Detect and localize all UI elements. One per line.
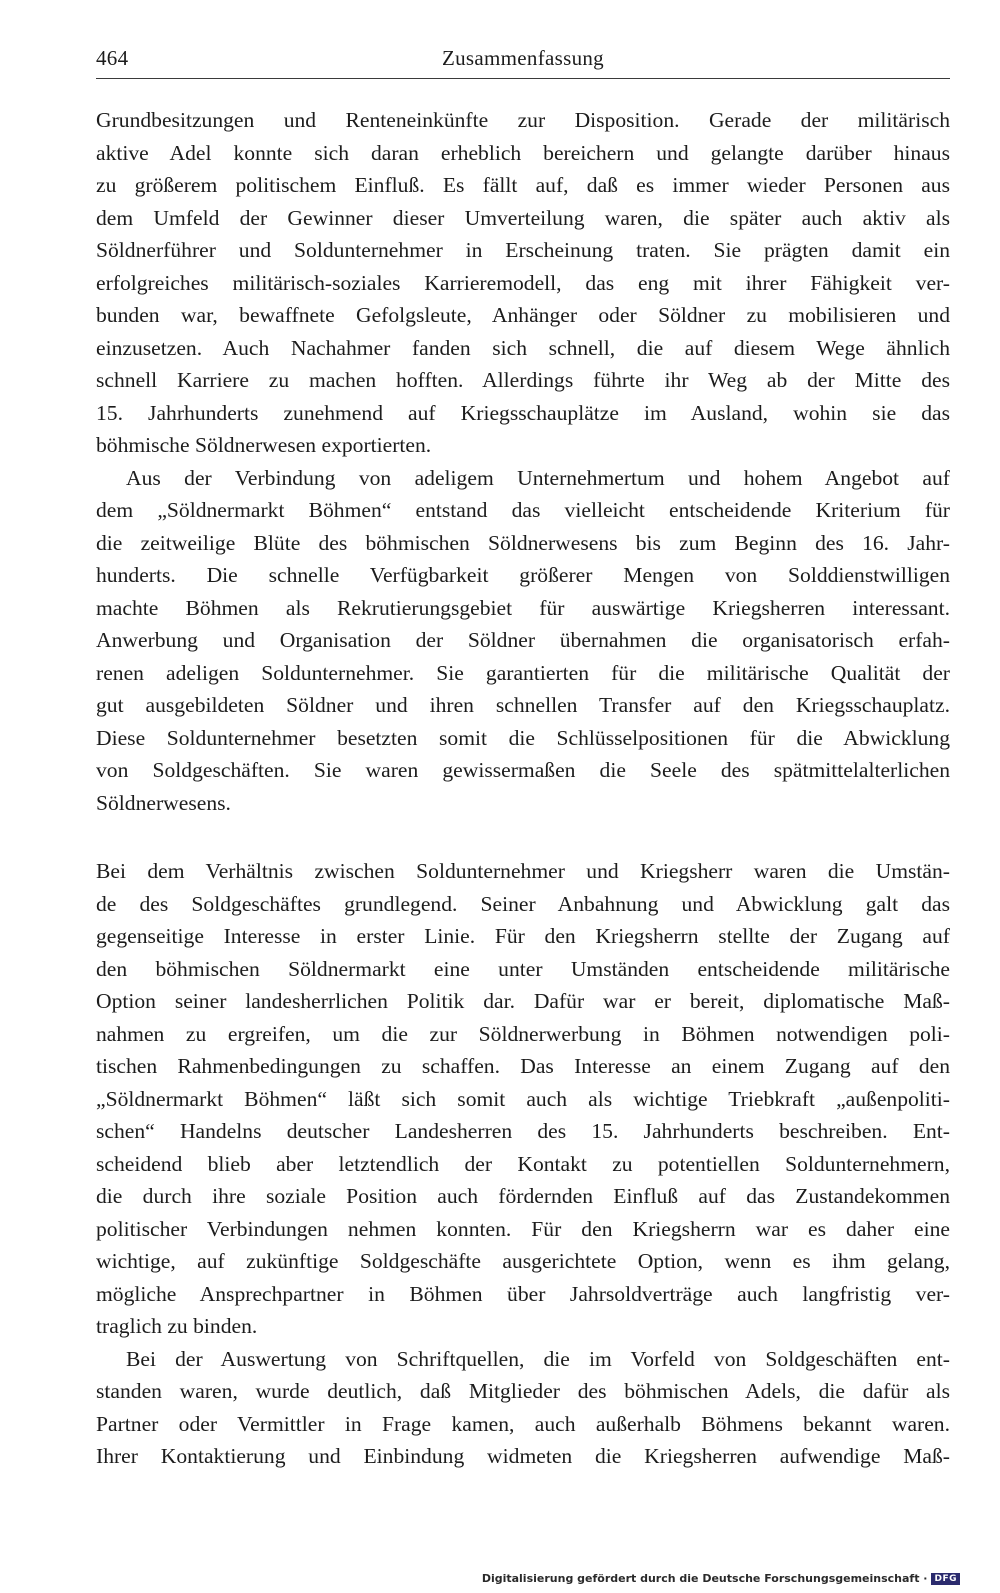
paragraph-3 (96, 855, 950, 1343)
text-line: erfolgreiches militärisch-soziales Karrieremodell, das eng mit ihrer Fähigkeit ver- (96, 270, 950, 295)
text-line: Bei dem Verhältnis zwischen Soldunternehmer und Kriegsherr waren die Umstän- (96, 859, 950, 883)
text-line: dem „Söldnermarkt Böhmen“ entstand das vielleicht entscheidende Kriterium für (96, 498, 950, 522)
text-line: einzusetzen. Auch Nachahmer fanden sich schnell, die auf diesem Wege ähnlich (96, 335, 950, 360)
text-line: scheidend blieb aber letztendlich der Kontakt zu potentiellen Soldunternehmern, (96, 1151, 950, 1176)
text-line: nahmen zu ergreifen, um die zur Söldnerwerbung in Böhmen notwendigen poli- (96, 1021, 950, 1046)
text-line: wichtige, auf zukünftige Soldgeschäfte ausgerichtete Option, wenn es ihm gelang, (96, 1249, 950, 1273)
section-break (96, 819, 950, 855)
text-line: schen“ Handelns deutscher Landesherren des 15. Jahrhunderts beschreiben. Ent- (96, 1119, 950, 1143)
text-line: Partner oder Vermittler in Frage kamen, auch außerhalb Böhmens bekannt waren. (96, 1411, 950, 1436)
text-line: schnell Karriere zu machen hofften. Allerdings führte ihr Weg ab der Mitte des (96, 368, 950, 392)
digitization-footer (482, 1572, 960, 1585)
text-line: Anwerbung und Organisation der Söldner übernahmen die organisatorisch erfah- (96, 628, 950, 652)
text-line: politischer Verbindungen nehmen konnten. Für den Kriegsherrn war es daher eine (96, 1216, 950, 1241)
text-line: zu größerem politischem Einfluß. Es fällt auf, daß es immer wieder Personen aus (96, 173, 950, 197)
digitization-note: Digitalisierung gefördert durch die Deutsche Forschungsgemeinschaft · (481, 1572, 928, 1585)
running-header (96, 40, 950, 79)
running-title: Zusammenfassung (442, 46, 604, 70)
text-line: die durch ihre soziale Position auch fördernden Einfluß auf das Zustandekommen (96, 1184, 950, 1208)
text-line: den böhmischen Söldnermarkt eine unter Umständen entscheidende militärische (96, 956, 950, 981)
text-line: 15. Jahrhunderts zunehmend auf Kriegsschauplätze im Ausland, wohin sie das (96, 400, 950, 425)
text-line: von Soldgeschäften. Sie waren gewissermaßen die Seele des spätmittelalterlichen (96, 758, 950, 782)
text-line: de des Soldgeschäftes grundlegend. Seiner Anbahnung und Abwicklung galt das (96, 891, 950, 916)
text-line: Grundbesitzungen und Renteneinkünfte zur Disposition. Gerade der militärisch (96, 108, 950, 132)
page-number: 464 (96, 46, 129, 70)
text-line: traglich zu binden. (96, 1314, 258, 1338)
text-line: Söldnerführer und Soldunternehmer in Erscheinung traten. Sie prägten damit ein (96, 238, 950, 262)
text-line: tischen Rahmenbedingungen zu schaffen. Das Interesse an einem Zugang auf den (96, 1054, 950, 1078)
text-line: dem Umfeld der Gewinner dieser Umverteilung waren, die später auch aktiv als (96, 205, 950, 230)
text-line: gegenseitige Interesse in erster Linie. Für den Kriegsherrn stellte der Zugang auf (96, 924, 950, 948)
text-line: die zeitweilige Blüte des böhmischen Söldnerwesens bis zum Beginn des 16. Jahr- (96, 530, 950, 555)
text-line: aktive Adel konnte sich daran erheblich bereichern und gelangte darüber hinaus (96, 140, 950, 165)
paragraph-2 (96, 462, 950, 820)
text-line: standen waren, wurde deutlich, daß Mitglieder des böhmischen Adels, die dafür als (96, 1379, 950, 1403)
text-line: Ihrer Kontaktierung und Einbindung widmeten die Kriegsherren aufwendige Maß- (96, 1444, 950, 1468)
text-line: Söldnerwesens. (96, 790, 231, 815)
text-line: renen adeligen Soldunternehmer. Sie garantierten für die militärische Qualität der (96, 660, 950, 685)
text-line: Aus der Verbindung von adeligem Unternehmertum und hohem Angebot auf (126, 465, 950, 490)
text-line: böhmische Söldnerwesen exportierten. (96, 433, 432, 457)
text-line: Option seiner landesherrlichen Politik dar. Dafür war er bereit, diplomatische Maß- (96, 989, 950, 1013)
text-line: Diese Soldunternehmer besetzten somit die Schlüsselpositionen für die Abwicklung (96, 725, 950, 750)
text-line: Bei der Auswertung von Schriftquellen, die im Vorfeld von Soldgeschäften ent- (126, 1346, 950, 1371)
text-line: bunden war, bewaffnete Gefolgsleute, Anhänger oder Söldner zu mobilisieren und (96, 303, 950, 327)
paragraph-4 (96, 1343, 950, 1473)
text-line: mögliche Ansprechpartner in Böhmen über Jahrsoldverträge auch langfristig ver- (96, 1281, 950, 1306)
text-line: machte Böhmen als Rekrutierungsgebiet für auswärtige Kriegsherren interessant. (96, 595, 950, 620)
paragraph-1 (96, 104, 950, 462)
text-line: hunderts. Die schnelle Verfügbarkeit größerer Mengen von Solddienstwilligen (96, 563, 950, 587)
text-line: „Söldnermarkt Böhmen“ läßt sich somit auch als wichtige Triebkraft „außenpoliti- (96, 1086, 950, 1111)
body-text (96, 104, 950, 1473)
text-line: gut ausgebildeten Söldner und ihren schnellen Transfer auf den Kriegsschauplatz. (96, 693, 950, 717)
dfg-logo: DFG (931, 1573, 960, 1585)
